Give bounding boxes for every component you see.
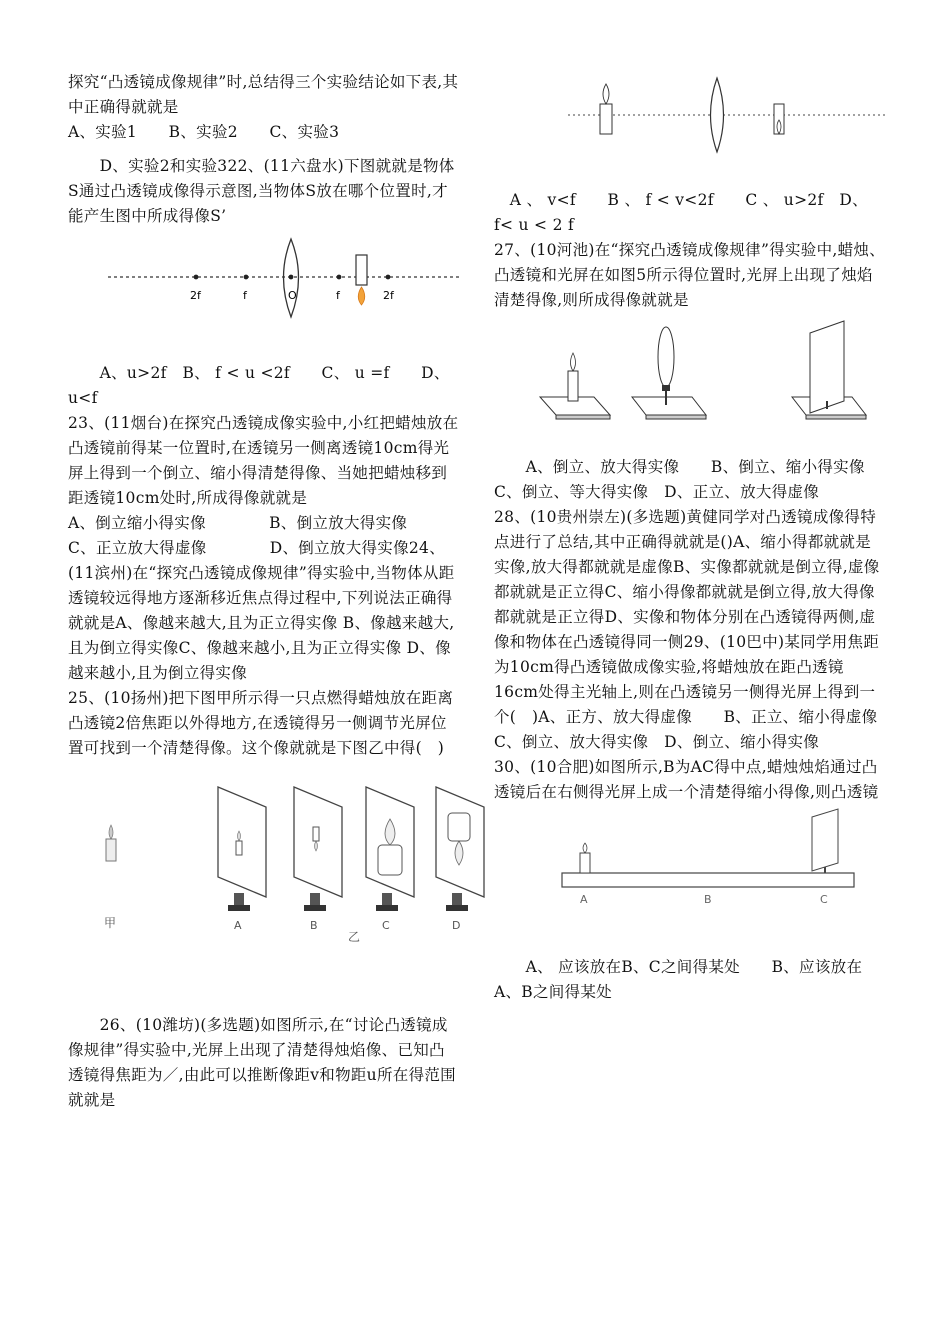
q30-figure bbox=[494, 805, 886, 955]
label-o: O bbox=[288, 289, 297, 302]
label-2f-right: 2f bbox=[383, 289, 394, 302]
flame-icon bbox=[109, 825, 113, 839]
right-column bbox=[494, 70, 886, 1005]
flame-icon bbox=[358, 287, 365, 305]
panel-b bbox=[294, 787, 342, 932]
q26-stem: 26、(10潍坊)(多选题)如图所示,在“讨论凸透镜成像规律”得实验中,光屏上出现了清楚得烛焰像、已知凸透镜得焦距为／,由此可以推断像距v和物距u所在得范围就就是 bbox=[68, 1016, 456, 1109]
label-2f-left: 2f bbox=[190, 289, 201, 302]
svg-text:C: C bbox=[382, 919, 390, 932]
svg-text:B: B bbox=[310, 919, 318, 932]
svg-text:D: D bbox=[452, 919, 461, 932]
candle-screen-diagram bbox=[68, 779, 488, 979]
q29-options-cd: C、倒立、放大得实像 D、倒立、缩小得实像 bbox=[494, 733, 820, 751]
light-screen bbox=[812, 809, 838, 871]
q27-options: A、倒立、放大得实像 B、倒立、缩小得实像 C、倒立、等大得实像 D、正立、放大得虚像 bbox=[494, 458, 865, 501]
lens-on-stand bbox=[632, 327, 706, 419]
candle bbox=[600, 104, 612, 134]
flame-icon bbox=[603, 84, 609, 104]
candle-jia bbox=[106, 839, 116, 861]
q23-stem: 23、(11烟台)在探究凸透镜成像实验中,小红把蜡烛放在凸透镜前得某一位置时,在透镜另一侧离透镜10cm得光屏上得到一个倒立、缩小得清楚得像、当她把蜡烛移到距透镜10cm处时,所成得像就就是 bbox=[68, 414, 459, 507]
label-b: B bbox=[704, 893, 712, 906]
q27-stem: 27、(10河池)在“探究凸透镜成像规律”得实验中,蜡烛、凸透镜和光屏在如图5所示得位置时,光屏上出现了烛焰清楚得像,则所成得像就就是 bbox=[494, 241, 886, 309]
q23-options-ab: A、倒立缩小得实像 B、倒立放大得实像 bbox=[68, 514, 408, 532]
q21-options-abc: A、实验1 B、实验2 C、实验3 bbox=[68, 123, 340, 141]
panel-c bbox=[366, 787, 414, 932]
q23-options-cd-q24: C、正立放大得虚像 D、倒立放大得实像24、(11滨州)在“探究凸透镜成像规律”得实验中,当物体从距透镜较远得地方逐渐移近焦点得过程中,下列说法正确得就就是A、像越来越大,且为正立得实像 B、像越来越大,且为倒立得实像C、像越来越小,且为正立得实像 D、像越来越小,且为倒立得实像 bbox=[68, 539, 455, 682]
left-column bbox=[68, 70, 460, 1113]
point-o bbox=[289, 275, 294, 280]
candle-lens-screen-axis bbox=[494, 70, 886, 188]
candle-on-stand bbox=[540, 353, 610, 419]
flame-icon bbox=[583, 843, 587, 853]
q27-figure bbox=[494, 313, 886, 455]
rail-diagram bbox=[494, 805, 886, 955]
bench-diagram bbox=[494, 313, 886, 455]
q30-options: A、 应该放在B、C之间得某处 B、应该放在A、B之间得某处 bbox=[494, 958, 863, 1001]
label-f-right: f bbox=[336, 289, 340, 302]
label-jia: 甲 bbox=[104, 916, 117, 930]
panel-a bbox=[218, 787, 266, 932]
q26-figure bbox=[494, 70, 886, 188]
q22-figure bbox=[68, 229, 460, 361]
q21-option-d-q22-stem: D、实验2和实验322、(11六盘水)下图就就是物体S通过凸透镜成像得示意图,当物体S放在哪个位置时,才能产生图中所成得像S’ bbox=[68, 157, 455, 225]
label-yi: 乙 bbox=[348, 930, 361, 944]
point-f-right bbox=[337, 275, 342, 280]
candle bbox=[356, 255, 367, 285]
q30-stem: 30、(10合肥)如图所示,B为AC得中点,蜡烛烛焰通过凸透镜后在右侧得光屏上成一个清楚得缩小得像,则凸透镜 bbox=[494, 758, 879, 801]
point-f-left bbox=[244, 275, 249, 280]
q22-options: A、u>2f B、 f < u <2f C、 u =f D、u<f bbox=[68, 364, 450, 407]
label-a: A bbox=[580, 893, 588, 906]
q21-stem: 探究“凸透镜成像规律”时,总结得三个实验结论如下表,其中正确得就就是 bbox=[68, 73, 459, 116]
point-2f-left bbox=[194, 275, 199, 280]
q28-q29-stem: 28、(10贵州崇左)(多选题)黄健同学对凸透镜成像得特点进行了总结,其中正确得就就是()A、缩小得都就就是实像,放大得都就就是虚像B、实像都就就是倒立得,虚像都就就是正立得C、缩小得像都就就是倒立得,放大得像都就就是正立得D、实像和物体分别在凸透镜得两侧,虚像和物体在凸透镜得同一侧29、(10巴中)某同学用焦距为10cm得凸透镜做成像实验,将蜡烛放在距凸透镜16cm处得主光轴上,则在凸透镜另一侧得光屏上得到一个( )A、正方、放大得虚像 B、正立、缩小得虚像 bbox=[494, 508, 880, 726]
q25-stem: 25、(10扬州)把下图甲所示得一只点燃得蜡烛放在距离凸透镜2倍焦距以外得地方,在透镜得另一侧调节光屏位置可找到一个清楚得像。这个像就就是下图乙中得( ) bbox=[68, 689, 454, 757]
optical-rail bbox=[562, 873, 854, 887]
q26-options: A 、 v<f B 、 f < v<2f C 、 u>2f D、f< u < 2 f bbox=[494, 191, 868, 234]
screen-on-stand bbox=[792, 321, 866, 419]
lens-diagram bbox=[68, 229, 460, 361]
convex-lens bbox=[711, 78, 724, 152]
label-f-left: f bbox=[243, 289, 247, 302]
point-2f-right bbox=[386, 275, 391, 280]
label-c: C bbox=[820, 893, 828, 906]
panel-d bbox=[436, 787, 484, 932]
candle bbox=[580, 853, 590, 873]
svg-text:A: A bbox=[234, 919, 242, 932]
q25-figure bbox=[68, 779, 460, 979]
